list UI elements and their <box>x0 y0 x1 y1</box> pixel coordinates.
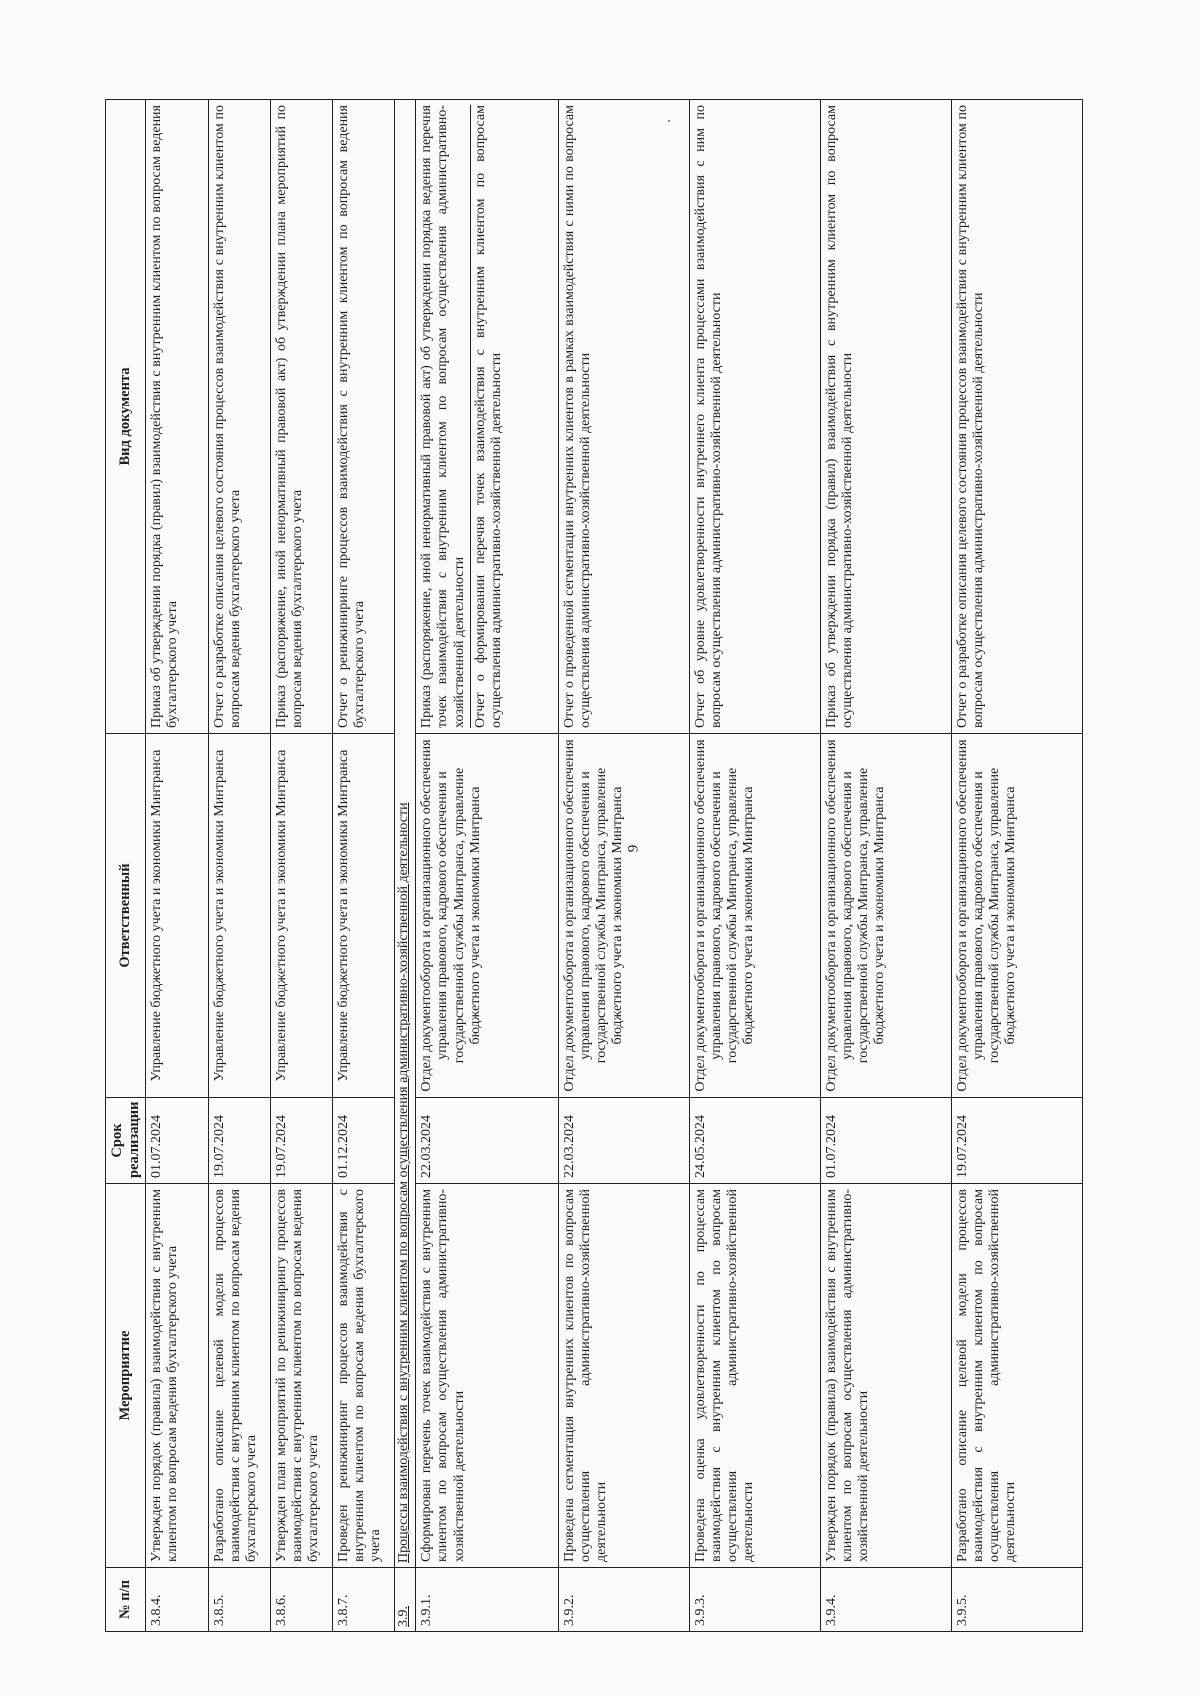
header-deadline: Срок реализации <box>106 1098 146 1184</box>
rotated-table-container <box>105 100 1083 1632</box>
header-doc-type: Вид документа <box>106 100 146 734</box>
row-event: Утвержден план мероприятий по реинжинирингу процессов взаимодействия с внутренним клиентом по вопросам ведения бухгалтерского учета <box>270 1184 332 1568</box>
row-event: Проведен реинжиниринг процессов взаимодействия с внутренним клиентом по вопросам ведения бухгалтерского учета <box>332 1184 394 1568</box>
row-event: Сформирован перечень точек взаимодействия с внутренним клиентом по вопросам осуществления административно-хозяйственной деятельности <box>416 1184 558 1568</box>
row-doc: Приказ об утверждении порядка (правил) взаимодействия с внутренним клиентом по вопросам ведения бухгалтерского учета <box>146 100 208 734</box>
row-responsible: Отдел документооборота и организационного обеспечения управления правового, кадрового обеспечения и государственной службы Минтранса, управление бюджетного учета и экономики Минтранса <box>689 734 820 1098</box>
row-responsible: Управление бюджетного учета и экономики Минтранса <box>270 734 332 1098</box>
row-num: 3.8.7. <box>332 1568 394 1632</box>
row-event: Разработано описание целевой модели процессов взаимодействия с внутренним клиентом по вопросам ведения бухгалтерского учета <box>208 1184 270 1568</box>
row-responsible: Управление бюджетного учета и экономики Минтранса <box>146 734 208 1098</box>
table-row <box>270 100 332 1632</box>
row-deadline: 19.07.2024 <box>270 1098 332 1184</box>
table-row <box>558 100 689 1632</box>
row-event: Утвержден порядок (правила) взаимодействия с внутренним клиентом по вопросам ведения бухгалтерского учета <box>146 1184 208 1568</box>
row-event: Разработано описание целевой модели процессов взаимодействия с внутренним клиентом по вопросам осуществления административно-хозяйственной деятельности <box>951 1184 1082 1568</box>
section-title: Процессы взаимодействия с внутренним клиентом по вопросам осуществления административно-хозяйственной деятельности <box>395 100 416 1568</box>
table-row <box>951 100 1082 1632</box>
table-row <box>416 100 558 1632</box>
table-row <box>689 100 820 1632</box>
row-event: Проведена сегментация внутренних клиентов по вопросам осуществления административно-хозяйственной деятельности <box>558 1184 689 1568</box>
row-deadline: 01.07.2024 <box>820 1098 951 1184</box>
row-event: Проведена оценка удовлетворенности по процессам взаимодействия с внутренним клиентом по вопросам осуществления административно-хозяйственной деятельности <box>689 1184 820 1568</box>
row-deadline: 22.03.2024 <box>558 1098 689 1184</box>
row-num: 3.8.6. <box>270 1568 332 1632</box>
row-num: 3.8.4. <box>146 1568 208 1632</box>
row-responsible: Отдел документооборота и организационного обеспечения управления правового, кадрового обеспечения и государственной службы Минтранса, управление бюджетного учета и экономики Минтранса <box>558 734 689 1098</box>
section-num: 3.9. <box>395 1568 416 1632</box>
row-deadline: 01.07.2024 <box>146 1098 208 1184</box>
plan-table <box>105 99 1083 1632</box>
row-responsible: Управление бюджетного учета и экономики Минтранса <box>332 734 394 1098</box>
row-doc: Приказ об утверждении порядка (правил) взаимодействия с внутренним клиентом по вопросам осуществления административно-хозяйственной деятельности <box>820 100 951 734</box>
row-num: 3.9.5. <box>951 1568 1082 1632</box>
row-deadline: 22.03.2024 <box>416 1098 558 1184</box>
header-num: № п/п <box>106 1568 146 1632</box>
row-num: 3.9.3. <box>689 1568 820 1632</box>
row-doc: Приказ (распоряжение, иной ненормативный правовой акт) об утверждении плана мероприятий по вопросам ведения бухгалтерского учета <box>270 100 332 734</box>
header-event: Мероприятие <box>106 1184 146 1568</box>
row-doc: Отчет об уровне удовлетворенности внутреннего клиента процессами взаимодействия с ним по вопросам осуществления административно-хозяйственной деятельности <box>689 100 820 734</box>
row-num: 3.9.2. <box>558 1568 689 1632</box>
row-doc-secondary: Отчет о формировании перечня точек взаимодействия с внутренним клиентом по вопросам осуществления административно-хозяйственной деятельности <box>470 105 505 728</box>
table-header-row <box>106 100 146 1632</box>
scan-speck <box>820 1475 822 1477</box>
row-doc: Отчет о разработке описания целевого состояния процессов взаимодействия с внутренним клиентом по вопросам ведения бухгалтерского учета <box>208 100 270 734</box>
row-num: 3.9.4. <box>820 1568 951 1632</box>
row-doc: Отчет о реинжиниринге процессов взаимодействия с внутренним клиентом по вопросам ведения бухгалтерского учета <box>332 100 394 734</box>
row-responsible: Отдел документооборота и организационного обеспечения управления правового, кадрового обеспечения и государственной службы Минтранса, управление бюджетного учета и экономики Минтранса <box>820 734 951 1098</box>
table-row <box>332 100 394 1632</box>
row-doc: Отчет о разработке описания целевого состояния процессов взаимодействия с внутренним клиентом по вопросам осуществления административно-хозяйственной деятельности <box>951 100 1082 734</box>
row-deadline: 24.05.2024 <box>689 1098 820 1184</box>
row-doc-cell <box>416 100 558 734</box>
row-num: 3.9.1. <box>416 1568 558 1632</box>
row-deadline: 19.07.2024 <box>951 1098 1082 1184</box>
table-row <box>820 100 951 1632</box>
row-event: Утвержден порядок (правила) взаимодействия с внутренним клиентом по вопросам осуществления административно-хозяйственной деятельности <box>820 1184 951 1568</box>
row-num: 3.8.5. <box>208 1568 270 1632</box>
row-responsible: Отдел документооборота и организационного обеспечения управления правового, кадрового обеспечения и государственной службы Минтранса, управление бюджетного учета и экономики Минтранса <box>951 734 1082 1098</box>
row-responsible: Отдел документооборота и организационного обеспечения управления правового, кадрового обеспечения и государственной службы Минтранса, управление бюджетного учета и экономики Минтранса <box>416 734 558 1098</box>
header-responsible: Ответственный <box>106 734 146 1098</box>
row-doc: Приказ (распоряжение, иной ненормативный правовой акт) об утверждении порядка ведения перечня точек взаимодействия с внутренним клиентом по вопросам осуществления административно-хозяйственной деятельности <box>419 105 467 728</box>
section-row <box>395 100 416 1632</box>
table-row <box>146 100 208 1632</box>
table-row <box>208 100 270 1632</box>
row-responsible: Управление бюджетного учета и экономики Минтранса <box>208 734 270 1098</box>
row-deadline: 19.07.2024 <box>208 1098 270 1184</box>
page-number: 9 <box>625 844 642 853</box>
row-doc: Отчет о проведенной сегментации внутренних клиентов в рамках взаимодействия с ними по вопросам осуществления административно-хозяйственной деятельности <box>558 100 689 734</box>
row-deadline: 01.12.2024 <box>332 1098 394 1184</box>
scan-speck <box>668 120 670 122</box>
